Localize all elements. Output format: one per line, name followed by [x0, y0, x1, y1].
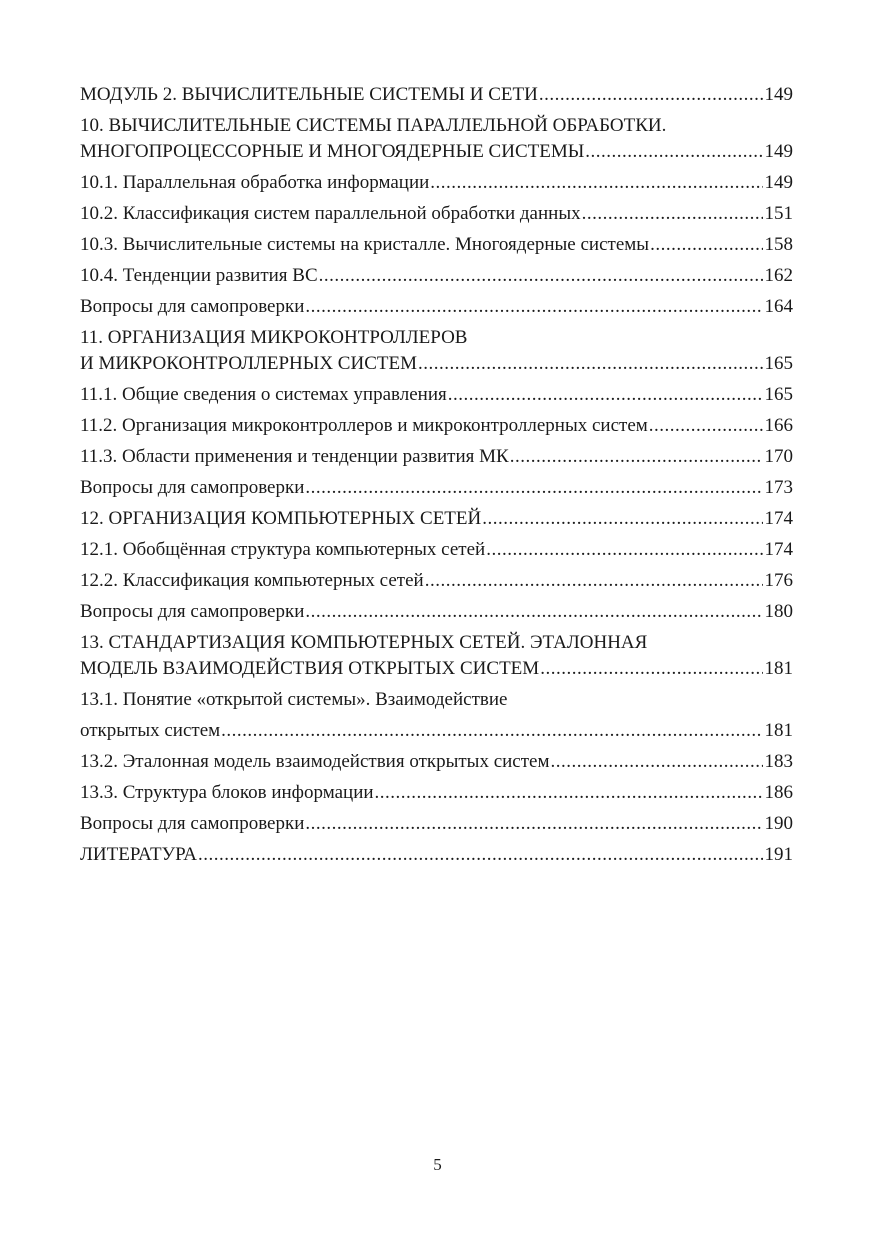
- toc-entry-title: 11.2. Организация микроконтроллеров и микроконтроллерных систем: [80, 415, 648, 436]
- toc-entry-page: 151: [764, 203, 793, 224]
- toc-entry-title-line: 13. СТАНДАРТИЗАЦИЯ КОМПЬЮТЕРНЫХ СЕТЕЙ. ЭТАЛОННАЯ: [80, 632, 648, 653]
- toc-entry-line: [80, 232, 793, 258]
- toc-entry: [80, 718, 793, 744]
- toc-entry-title: Вопросы для самопроверки: [80, 296, 305, 317]
- toc-entry: [80, 599, 793, 625]
- toc-entry-page: 181: [764, 658, 793, 679]
- toc-entry: [80, 630, 793, 682]
- toc-entry: [80, 170, 793, 196]
- toc-entry-page: 174: [764, 539, 793, 560]
- toc-entry-line: [80, 656, 793, 682]
- toc-entry-line: [80, 599, 793, 625]
- dot-leader: [649, 413, 763, 439]
- toc-entry-line: [80, 811, 793, 837]
- toc-entry-title: МОДУЛЬ 2. ВЫЧИСЛИТЕЛЬНЫЕ СИСТЕМЫ И СЕТИ: [80, 84, 538, 105]
- toc-entry-page: 149: [764, 84, 793, 105]
- toc-entry-title: 11.1. Общие сведения о системах управления: [80, 384, 447, 405]
- toc-entry-title: 13.1. Понятие «открытой системы». Взаимодействие: [80, 689, 508, 710]
- dot-leader: [221, 718, 762, 744]
- toc-entry-page: 170: [764, 446, 793, 467]
- toc-entry-title: Вопросы для самопроверки: [80, 601, 305, 622]
- toc-entry: [80, 82, 793, 108]
- table-of-contents: [80, 82, 793, 873]
- toc-entry-page: 191: [764, 844, 793, 865]
- toc-entry-title: Вопросы для самопроверки: [80, 813, 305, 834]
- toc-entry-line: [80, 201, 793, 227]
- toc-entry-title: 12. ОРГАНИЗАЦИЯ КОМПЬЮТЕРНЫХ СЕТЕЙ: [80, 508, 482, 529]
- toc-entry: [80, 294, 793, 320]
- toc-entry-title: 13.2. Эталонная модель взаимодействия открытых систем: [80, 751, 550, 772]
- dot-leader: [375, 780, 763, 806]
- toc-entry-title: 13.3. Структура блоков информации: [80, 782, 374, 803]
- toc-entry-page: 165: [764, 353, 793, 374]
- toc-entry-page: 174: [764, 508, 793, 529]
- toc-entry: [80, 537, 793, 563]
- toc-entry-page: 149: [764, 141, 793, 162]
- toc-entry-line: [80, 687, 793, 713]
- toc-entry-line: [80, 139, 793, 165]
- dot-leader: [585, 139, 762, 165]
- dot-leader: [425, 568, 763, 594]
- toc-entry-page: 165: [764, 384, 793, 405]
- toc-entry: [80, 475, 793, 501]
- toc-entry: [80, 842, 793, 868]
- toc-entry-line: [80, 170, 793, 196]
- toc-entry-line: [80, 537, 793, 563]
- toc-entry-title: открытых систем: [80, 720, 221, 741]
- toc-entry-line: [80, 718, 793, 744]
- toc-entry-page: 186: [764, 782, 793, 803]
- toc-entry-title-line: 11. ОРГАНИЗАЦИЯ МИКРОКОНТРОЛЛЕРОВ: [80, 327, 468, 348]
- toc-entry: [80, 749, 793, 775]
- toc-entry: [80, 232, 793, 258]
- dot-leader: [448, 382, 763, 408]
- dot-leader: [539, 82, 763, 108]
- dot-leader: [319, 263, 763, 289]
- toc-entry-page: 166: [764, 415, 793, 436]
- toc-entry-line: [80, 444, 793, 470]
- toc-entry: [80, 263, 793, 289]
- toc-entry: [80, 113, 793, 165]
- toc-entry: [80, 413, 793, 439]
- dot-leader: [482, 506, 762, 532]
- toc-entry-line: [80, 475, 793, 501]
- dot-leader: [305, 475, 762, 501]
- toc-entry-title: 10.3. Вычислительные системы на кристалле. Многоядерные системы: [80, 234, 650, 255]
- toc-entry: [80, 811, 793, 837]
- toc-entry-page: 181: [764, 720, 793, 741]
- toc-entry-title-line: 10. ВЫЧИСЛИТЕЛЬНЫЕ СИСТЕМЫ ПАРАЛЛЕЛЬНОЙ ОБРАБОТКИ.: [80, 115, 667, 136]
- toc-entry-page: 183: [764, 751, 793, 772]
- toc-entry: [80, 568, 793, 594]
- toc-entry-line: [80, 842, 793, 868]
- toc-entry-line: [80, 263, 793, 289]
- dot-leader: [551, 749, 763, 775]
- dot-leader: [486, 537, 762, 563]
- dot-leader: [418, 351, 763, 377]
- toc-entry-line: [80, 413, 793, 439]
- toc-entry-title: ЛИТЕРАТУРА: [80, 844, 197, 865]
- dot-leader: [305, 811, 762, 837]
- dot-leader: [582, 201, 763, 227]
- toc-entry: [80, 506, 793, 532]
- toc-entry-line: [80, 780, 793, 806]
- toc-entry: [80, 687, 793, 713]
- toc-entry: [80, 325, 793, 377]
- toc-entry-title: МНОГОПРОЦЕССОРНЫЕ И МНОГОЯДЕРНЫЕ СИСТЕМЫ: [80, 141, 585, 162]
- dot-leader: [510, 444, 763, 470]
- toc-entry-line: [80, 294, 793, 320]
- dot-leader: [430, 170, 762, 196]
- dot-leader: [305, 294, 762, 320]
- toc-entry-page: 149: [764, 172, 793, 193]
- toc-entry-title: 12.2. Классификация компьютерных сетей: [80, 570, 424, 591]
- toc-entry-line: [80, 749, 793, 775]
- toc-entry: [80, 201, 793, 227]
- toc-entry-title: 10.1. Параллельная обработка информации: [80, 172, 430, 193]
- toc-entry-line: [80, 568, 793, 594]
- toc-entry-page: 162: [764, 265, 793, 286]
- toc-entry-line: [80, 382, 793, 408]
- dot-leader: [198, 842, 763, 868]
- dot-leader: [650, 232, 762, 258]
- toc-entry-line: [80, 506, 793, 532]
- toc-entry-page: 190: [764, 813, 793, 834]
- toc-entry-line: [80, 82, 793, 108]
- toc-entry-page: 158: [764, 234, 793, 255]
- dot-leader: [305, 599, 762, 625]
- toc-entry-title: 10.4. Тенденции развития ВС: [80, 265, 318, 286]
- toc-entry: [80, 382, 793, 408]
- toc-entry: [80, 444, 793, 470]
- toc-entry-title: 10.2. Классификация систем параллельной обработки данных: [80, 203, 581, 224]
- toc-entry-line: [80, 351, 793, 377]
- toc-entry-title: 12.1. Обобщённая структура компьютерных сетей: [80, 539, 486, 560]
- toc-entry: [80, 780, 793, 806]
- page-number: 5: [433, 1155, 442, 1174]
- toc-entry-title: И МИКРОКОНТРОЛЛЕРНЫХ СИСТЕМ: [80, 353, 417, 374]
- dot-leader: [540, 656, 762, 682]
- toc-entry-page: 164: [764, 296, 793, 317]
- toc-entry-page: 173: [764, 477, 793, 498]
- toc-entry-title: МОДЕЛЬ ВЗАИМОДЕЙСТВИЯ ОТКРЫТЫХ СИСТЕМ: [80, 658, 540, 679]
- toc-entry-title: Вопросы для самопроверки: [80, 477, 305, 498]
- toc-entry-page: 180: [764, 601, 793, 622]
- toc-entry-page: 176: [764, 570, 793, 591]
- toc-entry-title: 11.3. Области применения и тенденции развития МК: [80, 446, 509, 467]
